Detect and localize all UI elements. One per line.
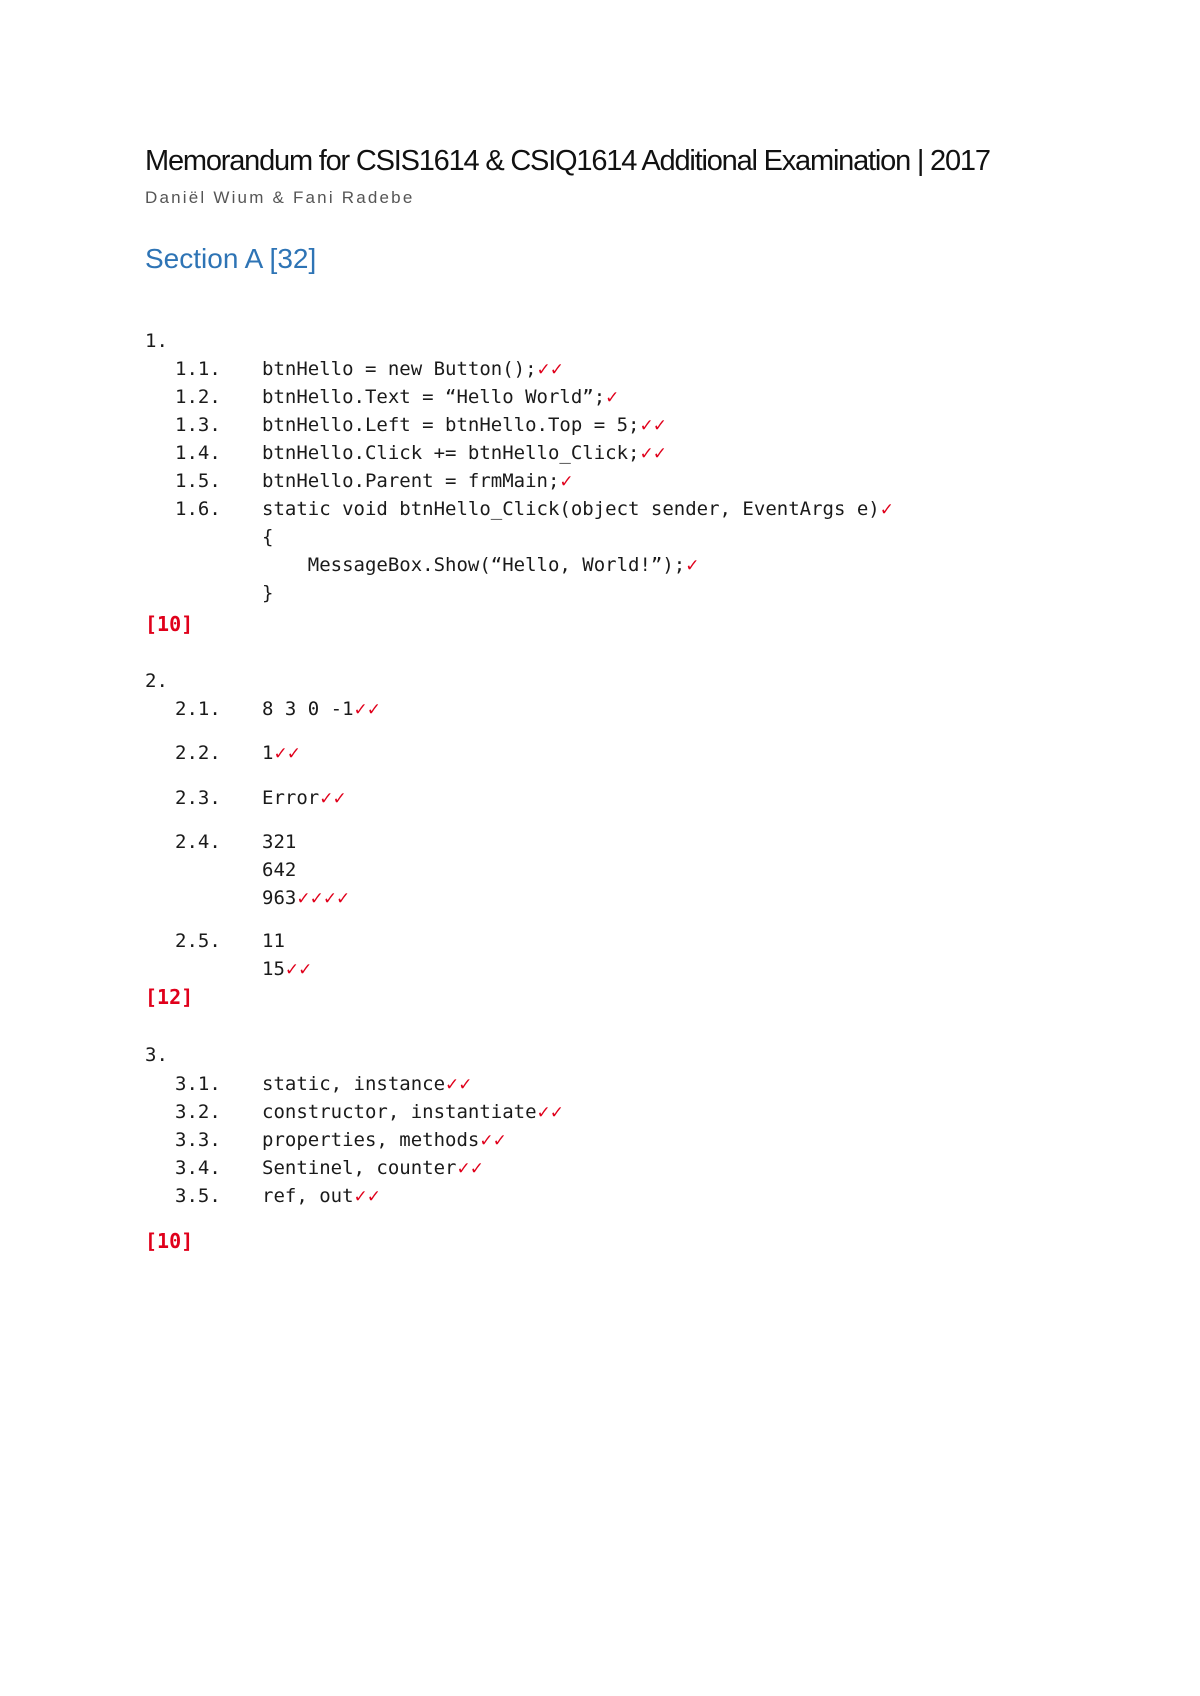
item-2-4-number: 2.4. xyxy=(175,831,221,853)
item-1-6-number: 1.6. xyxy=(175,498,221,520)
item-3-2-number: 3.2. xyxy=(175,1101,221,1123)
tick-marks: ✓✓ xyxy=(353,1187,381,1207)
item-2-5-line-2: 15✓✓ xyxy=(262,958,312,980)
item-2-2-answer: 1✓✓ xyxy=(262,742,300,764)
item-1-6-line-1: static void btnHello_Click(object sender, EventArgs e)✓ xyxy=(262,498,893,520)
item-2-2-number: 2.2. xyxy=(175,742,221,764)
item-1-2-answer: btnHello.Text = “Hello World”;✓ xyxy=(262,386,619,408)
item-1-3-answer: btnHello.Left = btnHello.Top = 5;✓✓ xyxy=(262,414,666,436)
item-2-4-line-3: 963✓✓✓✓ xyxy=(262,887,350,909)
tick-marks: ✓ xyxy=(879,500,893,520)
item-1-5-answer: btnHello.Parent = frmMain;✓ xyxy=(262,470,573,492)
item-2-5-line-1: 11 xyxy=(262,930,285,952)
tick-marks: ✓ xyxy=(685,556,699,576)
question-3-total: [10] xyxy=(145,1229,194,1253)
item-1-3-number: 1.3. xyxy=(175,414,221,436)
item-1-4-number: 1.4. xyxy=(175,442,221,464)
item-2-1-answer: 8 3 0 -1✓✓ xyxy=(262,698,381,720)
item-1-2-number: 1.2. xyxy=(175,386,221,408)
item-3-5-answer: ref, out✓✓ xyxy=(262,1185,381,1207)
tick-marks: ✓✓ xyxy=(353,700,381,720)
item-2-3-number: 2.3. xyxy=(175,787,221,809)
item-1-1-number: 1.1. xyxy=(175,358,221,380)
authors: Daniël Wium & Fani Radebe xyxy=(145,188,415,207)
tick-marks: ✓✓ xyxy=(273,744,300,764)
item-2-4-line-2: 642 xyxy=(262,859,297,881)
item-1-1-answer: btnHello = new Button();✓✓ xyxy=(262,358,564,380)
item-3-1-number: 3.1. xyxy=(175,1073,221,1095)
item-1-5-number: 1.5. xyxy=(175,470,221,492)
tick-marks: ✓✓ xyxy=(284,960,312,980)
tick-marks: ✓✓✓✓ xyxy=(296,889,350,909)
item-2-3-answer: Error✓✓ xyxy=(262,787,346,809)
item-1-6-line-2: { xyxy=(262,526,274,548)
item-3-4-number: 3.4. xyxy=(175,1157,221,1179)
item-3-4-answer: Sentinel, counter✓✓ xyxy=(262,1157,483,1179)
tick-marks: ✓✓ xyxy=(639,444,666,464)
item-1-6-line-3: MessageBox.Show(“Hello, World!”);✓ xyxy=(262,554,699,576)
item-2-1-number: 2.1. xyxy=(175,698,221,720)
question-2-number: 2. xyxy=(145,670,168,692)
tick-marks: ✓✓ xyxy=(319,789,346,809)
question-2-total: [12] xyxy=(145,985,194,1009)
document-title: Memorandum for CSIS1614 & CSIQ1614 Additional Examination | 2017 xyxy=(145,145,990,177)
tick-marks: ✓✓ xyxy=(456,1159,483,1179)
item-1-6-line-4: } xyxy=(262,582,274,604)
item-2-4-line-1: 321 xyxy=(262,831,297,853)
item-2-5-number: 2.5. xyxy=(175,930,221,952)
tick-marks: ✓✓ xyxy=(536,1103,564,1123)
item-1-4-answer: btnHello.Click += btnHello_Click;✓✓ xyxy=(262,442,666,464)
item-3-5-number: 3.5. xyxy=(175,1185,221,1207)
tick-marks: ✓ xyxy=(605,388,619,408)
item-3-3-number: 3.3. xyxy=(175,1129,221,1151)
tick-marks: ✓✓ xyxy=(536,360,564,380)
item-3-2-answer: constructor, instantiate✓✓ xyxy=(262,1101,564,1123)
tick-marks: ✓✓ xyxy=(445,1075,472,1095)
question-1-number: 1. xyxy=(145,330,168,352)
tick-marks: ✓✓ xyxy=(639,416,666,436)
item-3-1-answer: static, instance✓✓ xyxy=(262,1073,472,1095)
section-heading: Section A [32] xyxy=(145,243,317,274)
item-3-3-answer: properties, methods✓✓ xyxy=(262,1129,506,1151)
question-1-total: [10] xyxy=(145,612,194,636)
question-3-number: 3. xyxy=(145,1044,168,1066)
tick-marks: ✓ xyxy=(559,472,573,492)
tick-marks: ✓✓ xyxy=(479,1131,506,1151)
